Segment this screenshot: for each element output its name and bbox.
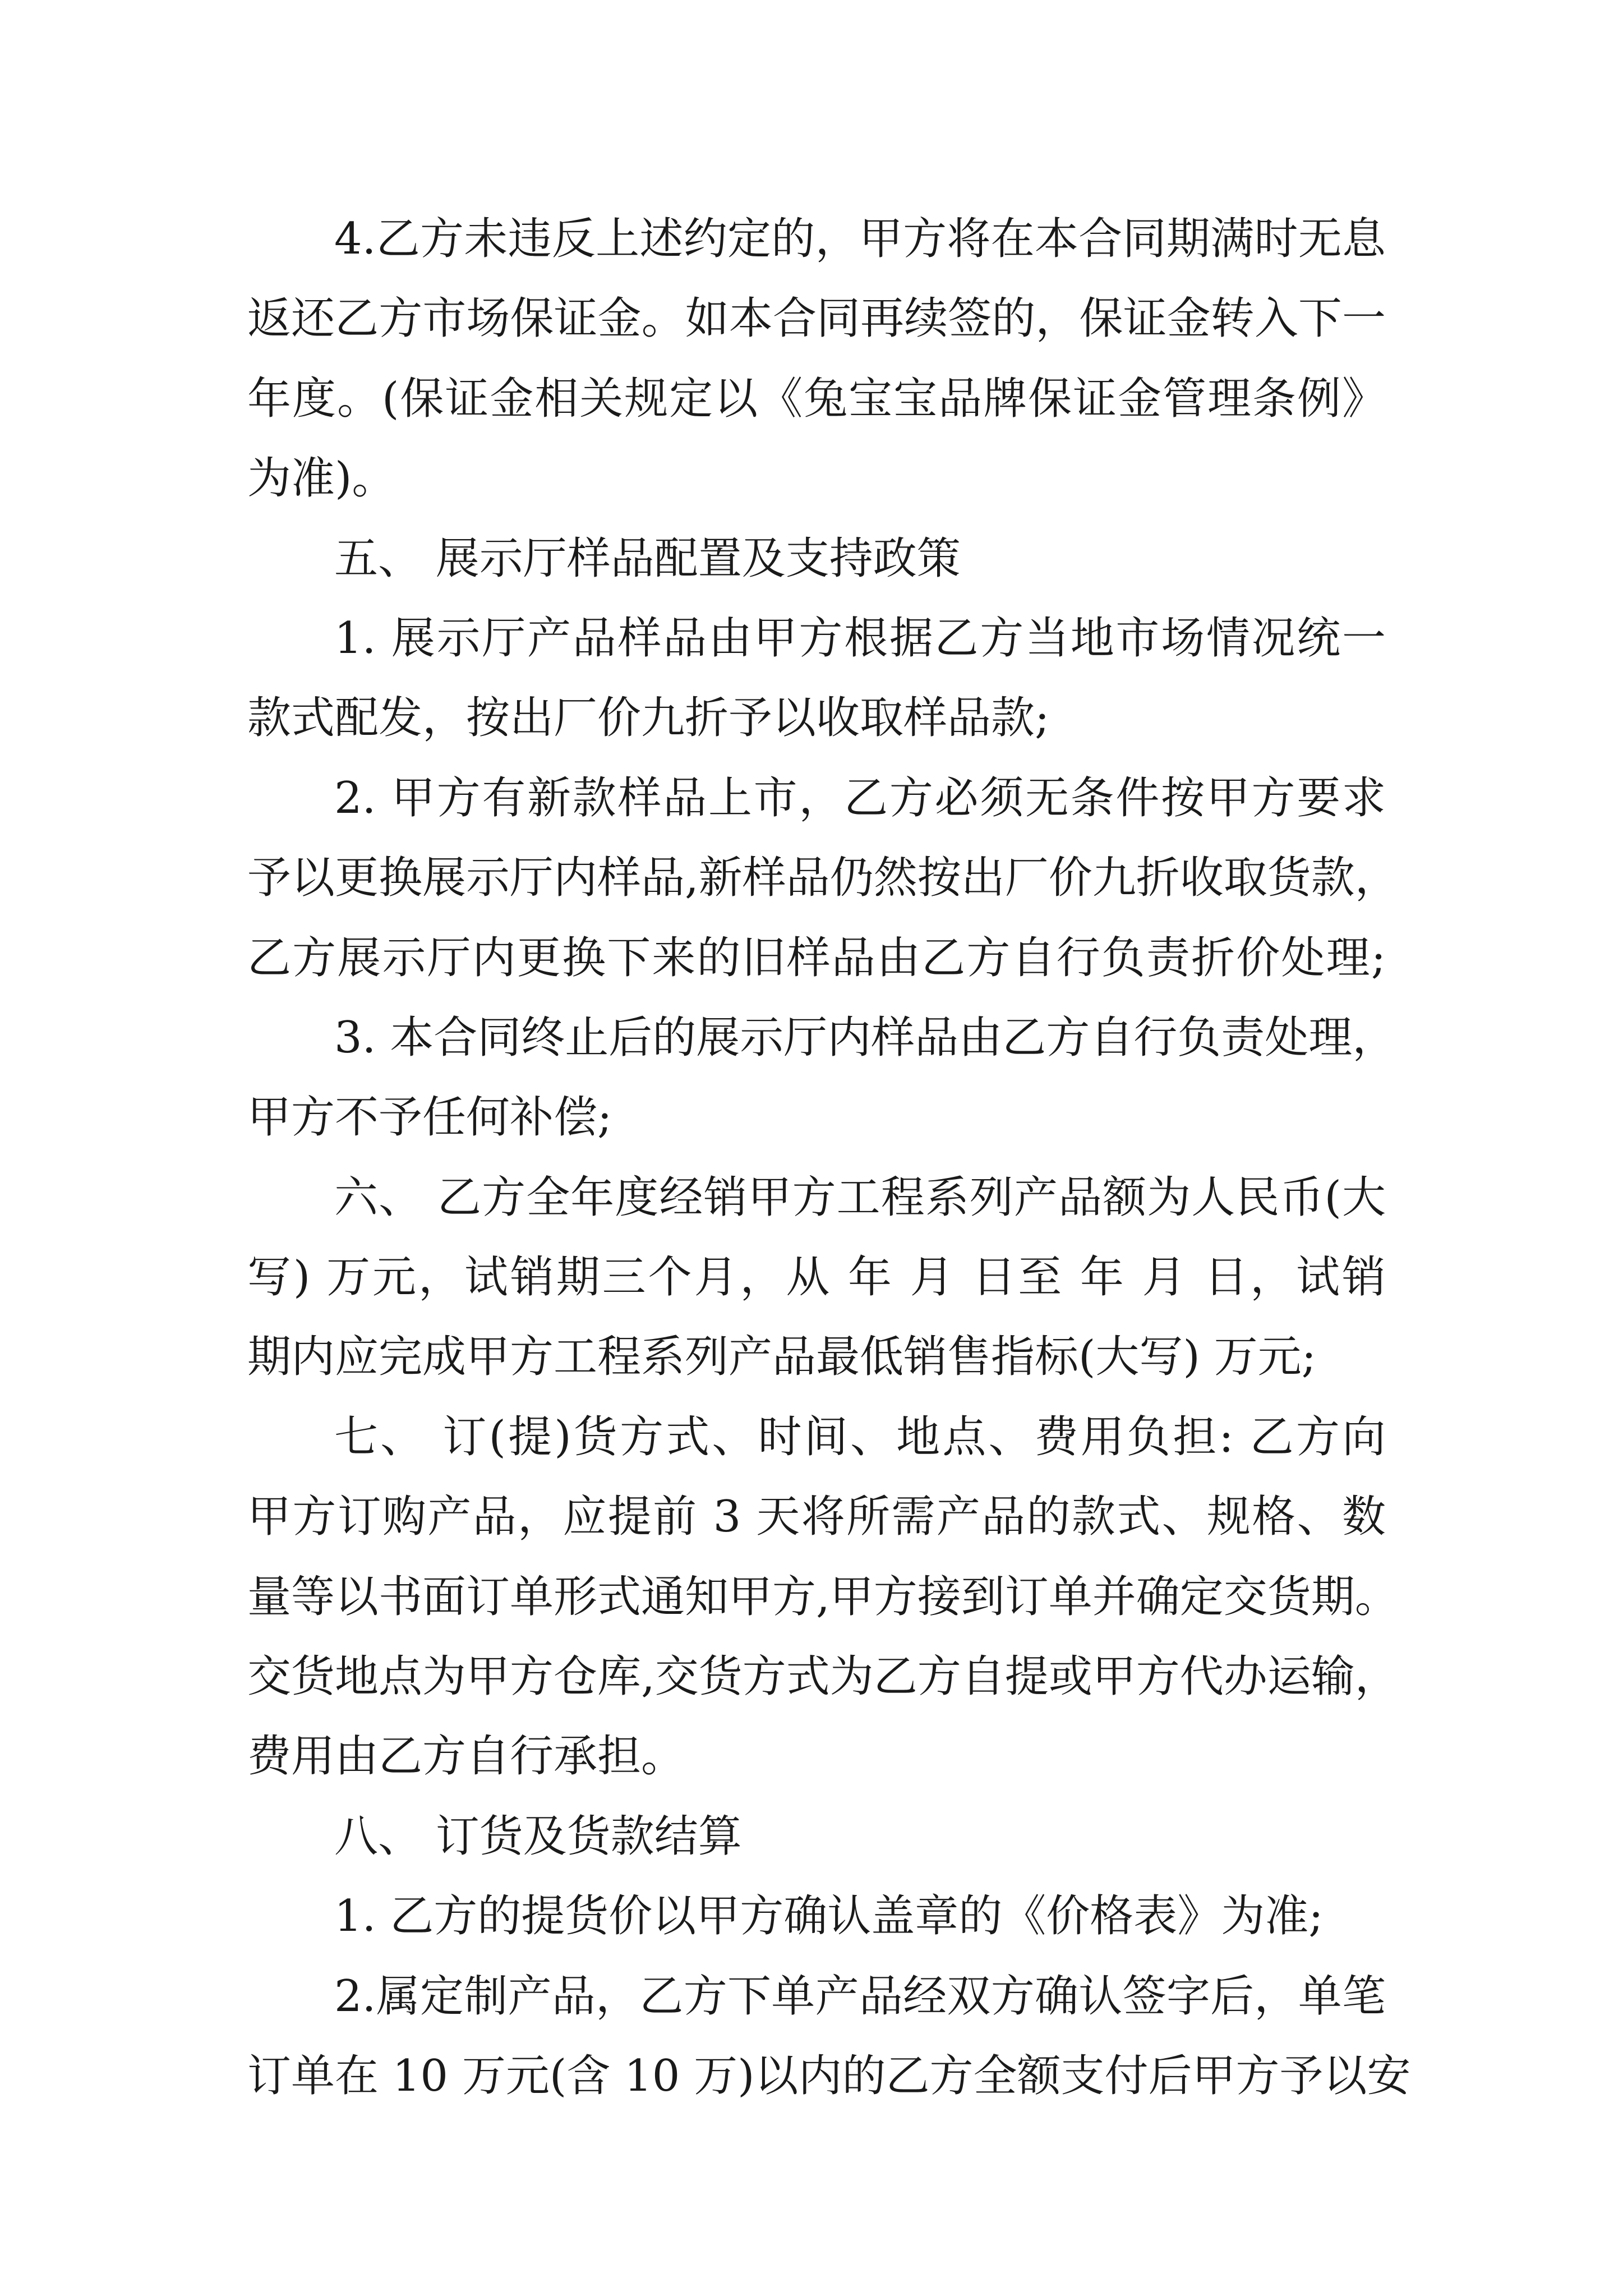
text-line: 2.属定制产品，乙方下单产品经双方确认签字后，单笔	[334, 1971, 1386, 2022]
text-line: 年度。(保证金相关规定以《兔宝宝品牌保证金管理条例》	[247, 373, 1386, 424]
text-line: 甲方订购产品，应提前 3 天将所需产品的款式、规格、数	[247, 1492, 1386, 1543]
text-line: 为准)。	[247, 453, 396, 504]
text-line: 八、 订货及货款结算	[334, 1811, 742, 1862]
text-line: 期内应完成甲方工程系列产品最低销售指标(大写) 万元;	[247, 1332, 1316, 1383]
text-line: 予以更换展示厅内样品,新样品仍然按出厂价九折收取货款，	[247, 853, 1399, 904]
text-line: 乙方展示厅内更换下来的旧样品由乙方自行负责折价处理;	[247, 932, 1386, 983]
text-line: 费用由乙方自行承担。	[247, 1731, 685, 1782]
text-line: 3. 本合同终止后的展示厅内样品由乙方自行负责处理，	[334, 1012, 1396, 1063]
text-line: 1. 展示厅产品样品由甲方根据乙方当地市场情况统一	[334, 613, 1386, 664]
text-line: 返还乙方市场保证金。如本合同再续签的，保证金转入下一	[247, 293, 1386, 344]
text-line: 2. 甲方有新款样品上市，乙方必须无条件按甲方要求	[334, 772, 1386, 823]
text-line: 甲方不予任何补偿;	[247, 1092, 612, 1143]
text-line: 1. 乙方的提货价以甲方确认盖章的《价格表》为准;	[334, 1891, 1324, 1942]
text-line: 订单在 10 万元(含 10 万)以内的乙方全额支付后甲方予以安	[247, 2050, 1411, 2101]
text-line: 七、 订(提)货方式、时间、地点、费用负担: 乙方向	[334, 1411, 1386, 1462]
text-line: 量等以书面订单形式通知甲方,甲方接到订单并确定交货期。	[247, 1571, 1399, 1622]
text-line: 款式配发，按出厂价九折予以收取样品款;	[247, 693, 1050, 744]
document-body	[247, 199, 1411, 2116]
text-line: 五、 展示厅样品配置及支持政策	[334, 533, 961, 584]
text-line: 六、 乙方全年度经销甲方工程系列产品额为人民币(大	[334, 1172, 1386, 1223]
text-line: 写) 万元，试销期三个月，从 年 月 日至 年 月 日，试销	[247, 1252, 1386, 1303]
text-line: 交货地点为甲方仓库,交货方式为乙方自提或甲方代办运输，	[247, 1651, 1399, 1703]
text-line: 4.乙方未违反上述约定的，甲方将在本合同期满时无息	[334, 214, 1386, 264]
